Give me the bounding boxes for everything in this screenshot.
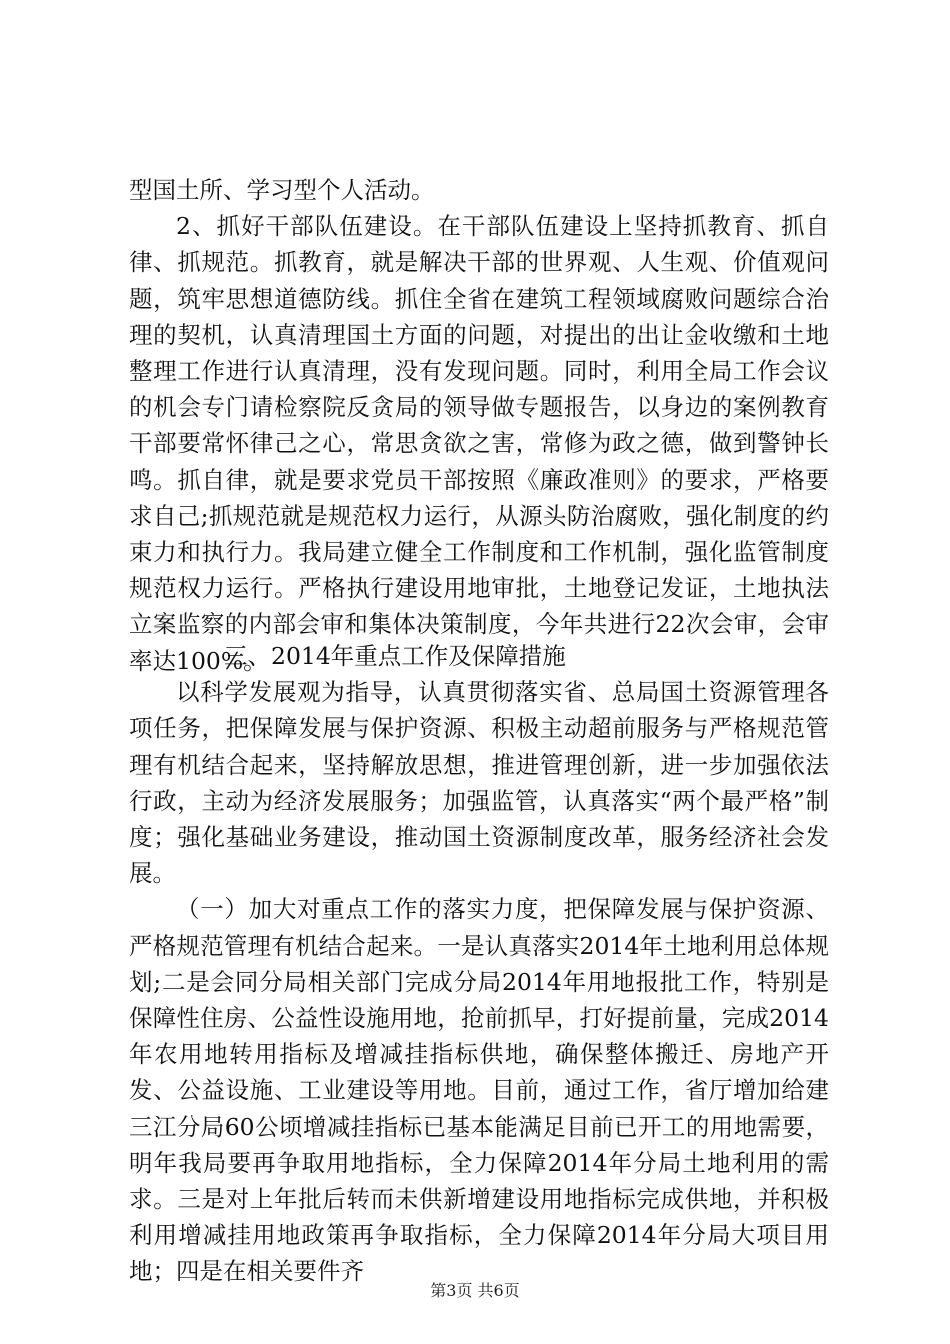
paragraph-guiding-principle: 以科学发展观为指导，认真贯彻落实省、总局国土资源管理各项任务，把保障发展与保护资源、积极主动超前服务与严格规范管理有机结合起来，坚持解放思想，推进管理创新，进一步加强依法行政，主动为经济发展服务；加强监管，认真落实“两个最严格”制度；强化基础业务建设，推动国土资源制度改革，服务经济社会发展。 — [129, 678, 829, 888]
body-text-upper — [129, 172, 829, 679]
paragraph-continuation: 型国土所、学习型个人活动。 — [129, 176, 435, 204]
paragraph-cadre-team: 2、抓好干部队伍建设。在干部队伍建设上坚持抓教育、抓自律、抓规范。抓教育，就是解决干部的世界观、人生观、价值观问题，筑牢思想道德防线。抓住全省在建筑工程领域腐败问题综合治理的契机，认真清理国土方面的问题，对提出的出让金收缴和土地整理工作进行认真清理，没有发现问题。同时，利用全局工作会议的机会专门请检察院反贪局的领导做专题报告，以身边的案例教育干部要常怀律己之心，常思贪欲之害，常修为政之德，做到警钟长鸣。抓自律，就是要求党员干部按照《廉政准则》的要求，严格要求自己;抓规范就是规范权力运行，从源头防治腐败，强化制度的约束力和执行力。我局建立健全工作制度和工作机制，强化监管制度规范权力运行。严格执行建设用地审批，土地登记发证，土地执法立案监察的内部会审和集体决策制度，今年共进行22次会审，会审率达100%。 — [129, 212, 829, 675]
page-number-footer: 第3页 共6页 — [430, 1281, 520, 1300]
section-heading: 三、2014年重点工作及保障措施 — [224, 642, 566, 670]
paragraph-key-work: （一）加大对重点工作的落实力度，把保障发展与保护资源、严格规范管理有机结合起来。一是认真落实2014年土地利用总体规划;二是会同分局相关部门完成分局2014年用地报批工作，特别是保障性住房、公益性设施用地，抢前抓早，打好提前量，完成2014年农用地转用指标及增减挂指标供地，确保整体搬迁、房地产开发、公益设施、工业建设等用地。目前，通过工作，省厅增加给建三江分局60公顷增减挂指标已基本能满足目前已开工的用地需要，明年我局要再争取用地指标，全力保障2014年分局土地利用的需求。三是对上年批后转而未供新增建设用地指标完成供地，并积极利用增减挂用地政策再争取指标，全力保障2014年分局大项目用地；四是在相关要件齐 — [129, 895, 829, 1286]
body-text-lower — [129, 638, 829, 1290]
